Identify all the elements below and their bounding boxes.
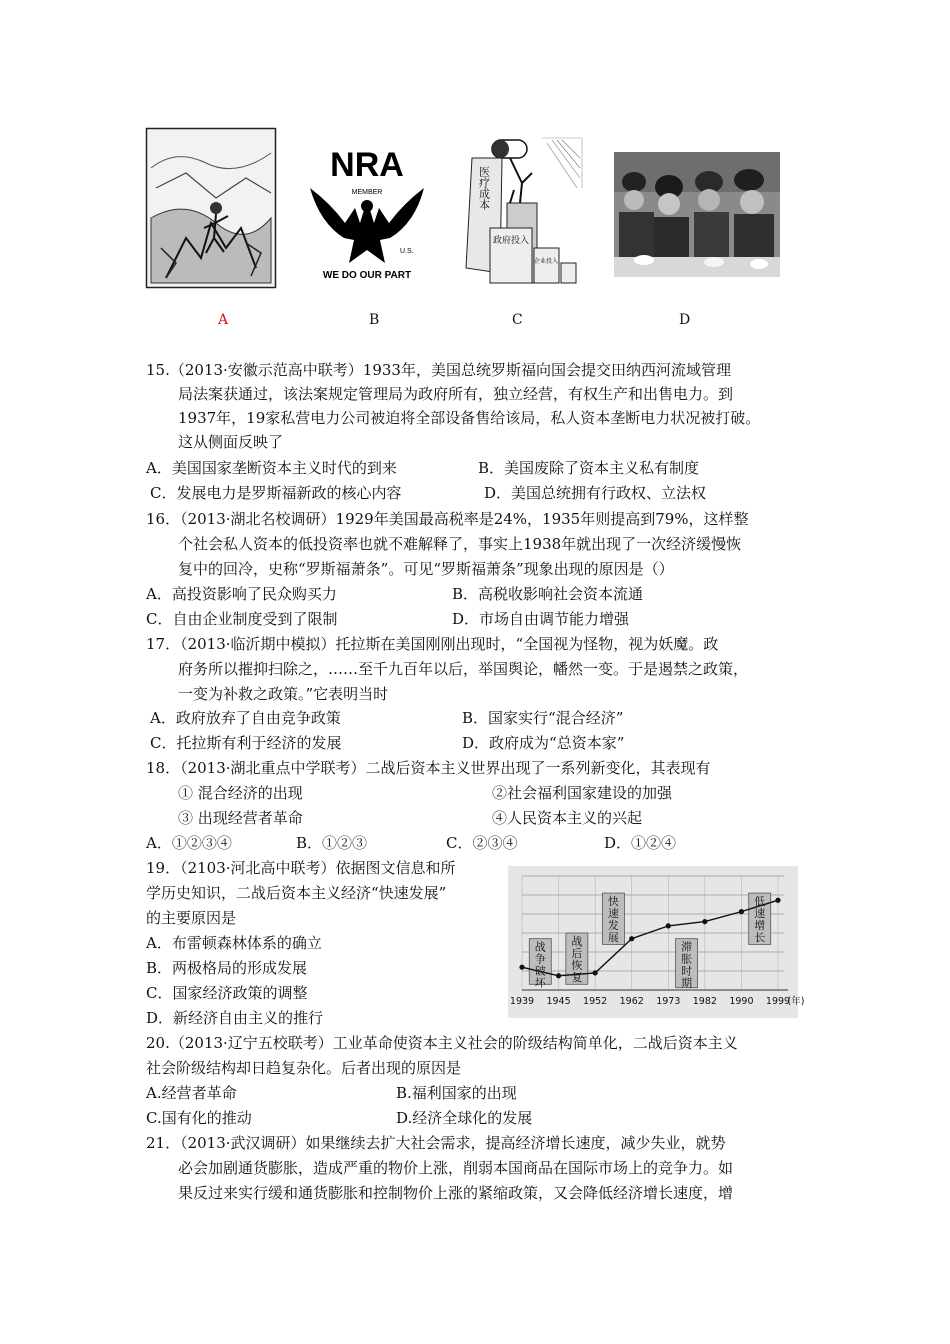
q18-option-d: D．①②④ <box>604 834 677 852</box>
phase-label: 快速发展 <box>607 895 619 945</box>
q15-option-d: D．美国总统拥有行政权、立法权 <box>484 484 707 502</box>
q20-line2: 社会阶级结构却日趋复杂化。后者出现的原因是 <box>146 1059 462 1077</box>
economic-growth-chart <box>508 866 805 1018</box>
q17-option-d: D．政府成为“总资本家” <box>462 734 625 752</box>
x-tick-label: 1982 <box>692 996 717 1007</box>
q17-line2: 府务所以摧抑扫除之，……至千九百年以后，举国舆论，幡然一变。于是遏禁之政策， <box>178 660 749 678</box>
q15-option-a: A．美国国家垄断资本主义时代的到来 <box>146 459 397 477</box>
q19-option-c: C．国家经济政策的调整 <box>146 984 308 1002</box>
q16-option-a: A．高投资影响了民众购买力 <box>146 585 337 603</box>
q15-option-c: C．发展电力是罗斯福新政的核心内容 <box>150 484 402 502</box>
q15-line4: 这从侧面反映了 <box>178 433 284 451</box>
q20-option-c: C.国有化的推动 <box>146 1109 252 1127</box>
phase-label: 低速增长 <box>754 895 766 945</box>
q16-line2: 个社会私人资本的低投资率也就不难解释了，事实上1938年就出现了一次经济缓慢恢 <box>178 535 742 553</box>
image-a-painting <box>146 128 276 288</box>
q21-line2: 必会加剧通货膨胀，造成严重的物价上涨，削弱本国商品在国际市场上的竞争力。如 <box>178 1159 734 1177</box>
q19-line1: 19．（2103·河北高中联考）依据图文信息和所 <box>146 859 456 877</box>
cartoon-text-cost: 医疗成本 <box>477 166 491 210</box>
q18-line1: 18．（2013·湖北重点中学联考）二战后资本主义世界出现了一系列新变化，其表现有 <box>146 759 711 777</box>
q18-option-c: C．②③④ <box>446 834 518 852</box>
image-c-cartoon <box>462 128 588 288</box>
phase-label: 战后恢复 <box>571 935 583 984</box>
image-d-photo <box>614 152 780 277</box>
nra-slogan: WE DO OUR PART <box>322 270 412 281</box>
q18-item-4: ④人民资本主义的兴起 <box>492 809 643 827</box>
q18-item-3: ③ 出现经营者革命 <box>178 809 303 827</box>
cartoon-text-gov: 政府投入 <box>492 236 530 246</box>
q19-option-a: A．布雷顿森林体系的确立 <box>146 934 322 952</box>
phase-bar <box>602 893 624 944</box>
x-tick-label: 1999 <box>765 996 791 1007</box>
x-tick-label: 1962 <box>619 996 644 1007</box>
data-point <box>775 898 780 903</box>
q16-line3: 复中的回冷，史称“罗斯福萧条”。可见“罗斯福萧条”现象出现的原因是（） <box>178 560 674 578</box>
q15-line2: 局法案获通过，该法案规定管理局为政府所有，独立经营，有权生产和出售电力。到 <box>178 385 734 403</box>
q16-option-b: B．高税收影响社会资本流通 <box>452 585 644 603</box>
q20-option-b: B.福利国家的出现 <box>396 1084 517 1102</box>
image-label-d: D <box>679 312 691 328</box>
q16-line1: 16．（2013·湖北名校调研）1929年美国最高税率是24%，1935年则提高到79%，这样整 <box>146 510 749 528</box>
x-tick-label: 1952 <box>583 996 608 1007</box>
q17-line1: 17．（2013·临沂期中模拟）托拉斯在美国刚刚出现时，“全国视为怪物，视为妖魔。政 <box>146 635 719 653</box>
nra-member: MEMBER <box>351 189 383 196</box>
q18-item-1: ① 混合经济的出现 <box>178 784 303 802</box>
q16-option-d: D．市场自由调节能力增强 <box>452 610 630 628</box>
data-point <box>629 936 634 941</box>
q20-option-a: A.经营者革命 <box>146 1084 237 1102</box>
q18-option-b: B．①②③ <box>296 834 368 852</box>
q17-line3: 一变为补救之政策。”它表明当时 <box>178 685 389 703</box>
nra-us: U.S. <box>400 248 414 255</box>
x-tick-label: 1973 <box>656 996 681 1007</box>
q15-line3: 1937年，19家私营电力公司被迫将全部设备售给该局，私人资本垄断电力状况被打破。 <box>178 409 761 427</box>
data-point <box>556 973 561 978</box>
image-label-b: B <box>369 312 380 328</box>
phase-label: 战争破坏 <box>534 940 546 990</box>
q17-option-c: C．托拉斯有利于经济的发展 <box>150 734 342 752</box>
phase-bar <box>529 939 551 990</box>
phase-bar <box>566 933 588 984</box>
data-point <box>593 970 598 975</box>
q21-line1: 21．（2013·武汉调研）如果继续去扩大社会需求，提高经济增长速度，减少失业，就势 <box>146 1134 726 1152</box>
image-b-nra-logo <box>300 128 435 288</box>
phase-bar <box>749 893 771 944</box>
q19-option-d: D．新经济自由主义的推行 <box>146 1009 324 1027</box>
q19-line3: 的主要原因是 <box>146 909 237 927</box>
phase-bar <box>676 939 698 990</box>
q21-line3: 果反过来实行缓和通货膨胀和控制物价上涨的紧缩政策，又会降低经济增长速度，增 <box>178 1184 734 1202</box>
x-tick-label: 1990 <box>729 996 754 1007</box>
data-point <box>739 909 744 914</box>
x-tick-label: 1945 <box>546 996 571 1007</box>
q20-option-d: D.经济全球化的发展 <box>396 1109 533 1127</box>
q20-line1: 20.（2013·辽宁五校联考）工业革命使资本主义社会的阶级结构简单化，二战后资本主义 <box>146 1034 738 1052</box>
q18-item-2: ②社会福利国家建设的加强 <box>492 784 673 802</box>
q17-option-b: B．国家实行“混合经济” <box>462 709 624 727</box>
q19-line2: 学历史知识，二战后资本主义经济“快速发展” <box>146 884 447 902</box>
cartoon-text-ent: 企业投入 <box>533 258 559 265</box>
image-label-a: A <box>218 312 229 328</box>
nra-title: NRA <box>330 146 404 184</box>
q17-option-a: A．政府放弃了自由竞争政策 <box>150 709 341 727</box>
q15-option-b: B．美国废除了资本主义私有制度 <box>478 459 700 477</box>
data-point <box>666 923 671 928</box>
data-point <box>702 919 707 924</box>
q18-option-a: A．①②③④ <box>146 834 232 852</box>
q19-option-b: B．两极格局的形成发展 <box>146 959 308 977</box>
q16-option-c: C．自由企业制度受到了限制 <box>146 610 338 628</box>
x-unit-label: (年) <box>787 996 805 1007</box>
image-label-c: C <box>512 312 523 328</box>
phase-label: 滞胀时期 <box>681 940 693 990</box>
q15-line1: 15.（2013·安徽示范高中联考）1933年，美国总统罗斯福向国会提交田纳西河流域管理 <box>146 361 731 379</box>
x-tick-label: 1939 <box>509 996 535 1007</box>
data-point <box>519 965 524 970</box>
